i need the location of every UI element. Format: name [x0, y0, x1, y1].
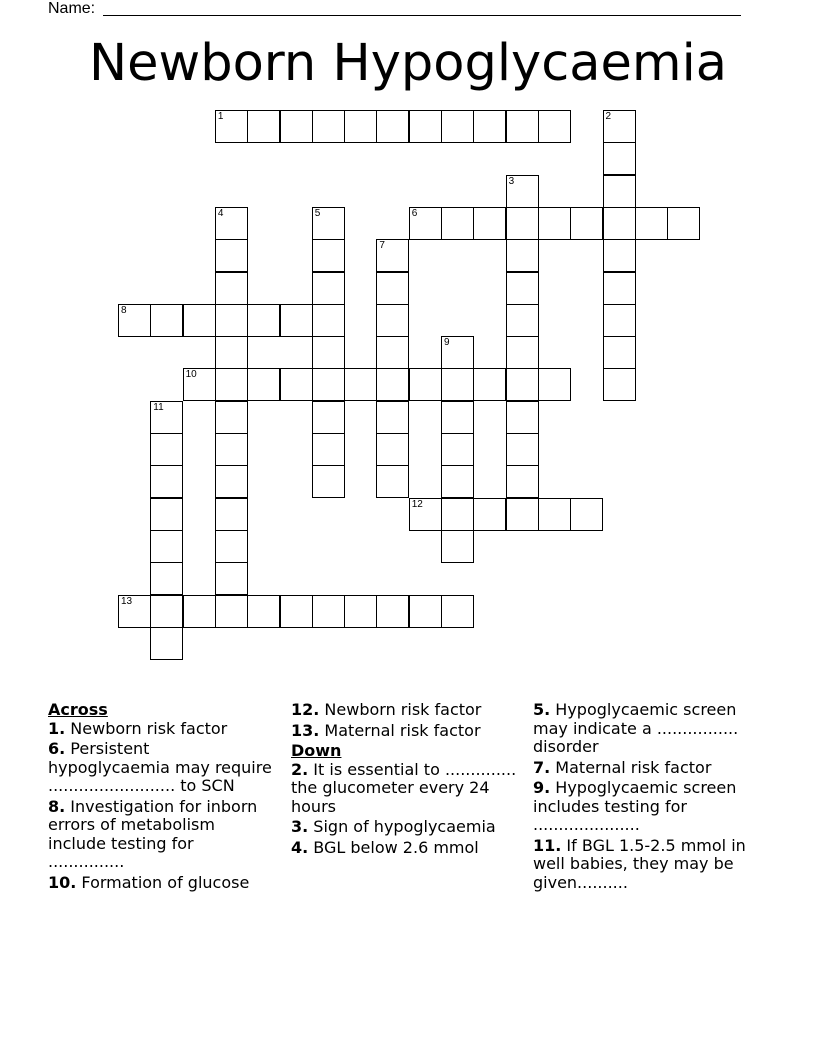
clue-text: Hypoglycaemic screen includes testing for .....................: [533, 778, 737, 834]
grid-cell[interactable]: [215, 272, 248, 305]
grid-cell[interactable]: [150, 465, 183, 498]
grid-cell[interactable]: [603, 272, 636, 305]
grid-cell[interactable]: [215, 207, 248, 240]
grid-cell[interactable]: [376, 304, 409, 337]
grid-cell[interactable]: [312, 207, 345, 240]
clue-down-5: [533, 701, 765, 757]
clue-number: 1.: [48, 718, 66, 738]
grid-cell[interactable]: [441, 465, 474, 498]
grid-cell[interactable]: [506, 433, 539, 466]
grid-cell[interactable]: [635, 207, 668, 240]
grid-cell[interactable]: [312, 272, 345, 305]
grid-cell[interactable]: [247, 304, 280, 337]
grid-cell[interactable]: [603, 142, 636, 175]
grid-cell[interactable]: [441, 595, 474, 628]
clue-across-10: [48, 874, 274, 893]
grid-cell[interactable]: [441, 336, 474, 369]
grid-cell[interactable]: [376, 401, 409, 434]
grid-cell[interactable]: [603, 336, 636, 369]
clue-down-3: [291, 818, 523, 837]
clue-text: Formation of glucose: [76, 872, 250, 892]
grid-cell[interactable]: [183, 595, 216, 628]
grid-cell[interactable]: [312, 465, 345, 498]
clue-down-9: [533, 779, 765, 835]
clue-across-13: [291, 722, 523, 741]
grid-cell[interactable]: [183, 304, 216, 337]
grid-cell[interactable]: [280, 595, 313, 628]
grid-cell[interactable]: [376, 239, 409, 272]
grid-cell[interactable]: [538, 498, 571, 531]
grid-cell[interactable]: [344, 110, 377, 143]
grid-cell[interactable]: [570, 207, 603, 240]
grid-cell[interactable]: [280, 304, 313, 337]
grid-cell[interactable]: [506, 336, 539, 369]
grid-cell[interactable]: [603, 239, 636, 272]
grid-cell[interactable]: [409, 368, 442, 401]
grid-cell[interactable]: [667, 207, 700, 240]
clues-column-2: [291, 701, 523, 859]
grid-cell[interactable]: [376, 272, 409, 305]
clue-down-11: [533, 837, 765, 893]
grid-cell[interactable]: [280, 110, 313, 143]
clue-number: 8.: [48, 796, 66, 816]
grid-cell[interactable]: [506, 304, 539, 337]
grid-cell[interactable]: [441, 433, 474, 466]
clue-number-label: 9: [444, 337, 450, 349]
grid-cell[interactable]: [603, 304, 636, 337]
clue-number-label: 12: [411, 498, 423, 510]
grid-cell[interactable]: [215, 465, 248, 498]
grid-cell[interactable]: [409, 595, 442, 628]
grid-cell[interactable]: [376, 336, 409, 369]
grid-cell[interactable]: [215, 401, 248, 434]
clue-down-7: [533, 759, 765, 778]
clue-down-4: [291, 839, 523, 858]
grid-cell[interactable]: [280, 368, 313, 401]
name-label: Name:: [48, 0, 96, 17]
clue-down-2: [291, 761, 523, 817]
grid-cell[interactable]: [312, 110, 345, 143]
grid-cell[interactable]: [312, 304, 345, 337]
grid-cell[interactable]: [312, 595, 345, 628]
grid-cell[interactable]: [538, 368, 571, 401]
clue-across-8: [48, 798, 274, 872]
grid-cell[interactable]: [247, 110, 280, 143]
grid-cell[interactable]: [312, 368, 345, 401]
puzzle-title: Newborn Hypoglycaemia: [88, 34, 728, 93]
clue-number-label: 10: [185, 369, 197, 381]
grid-cell[interactable]: [570, 498, 603, 531]
clue-across-12: [291, 701, 523, 720]
down-heading: Down: [291, 741, 342, 760]
grid-cell[interactable]: [506, 498, 539, 531]
grid-cell[interactable]: [506, 465, 539, 498]
clue-number: 7.: [533, 757, 551, 777]
clue-number: 4.: [291, 837, 309, 857]
grid-cell[interactable]: [506, 110, 539, 143]
grid-cell[interactable]: [376, 433, 409, 466]
clue-number-label: 13: [121, 595, 133, 607]
grid-cell[interactable]: [506, 401, 539, 434]
clue-number-label: 3: [508, 175, 515, 187]
grid-cell[interactable]: [441, 530, 474, 563]
grid-cell[interactable]: [473, 368, 506, 401]
clues-column-3: [533, 701, 765, 894]
grid-cell[interactable]: [215, 530, 248, 563]
grid-cell[interactable]: [473, 207, 506, 240]
grid-cell[interactable]: [312, 433, 345, 466]
grid-cell[interactable]: [183, 368, 216, 401]
grid-cell[interactable]: [473, 498, 506, 531]
clue-text: It is essential to .............. the glucometer every 24 hours: [291, 759, 517, 816]
grid-cell[interactable]: [409, 207, 442, 240]
grid-cell[interactable]: [215, 368, 248, 401]
grid-cell[interactable]: [506, 207, 539, 240]
grid-cell[interactable]: [506, 239, 539, 272]
clue-text: Maternal risk factor: [319, 720, 481, 740]
grid-cell[interactable]: [215, 110, 248, 143]
clue-text: BGL below 2.6 mmol: [308, 837, 479, 857]
clue-number: 12.: [291, 700, 320, 719]
across-heading: Across: [48, 700, 108, 719]
clue-number-label: 8: [121, 304, 127, 316]
grid-cell[interactable]: [215, 562, 248, 595]
grid-cell[interactable]: [150, 498, 183, 531]
clue-text: Newborn risk factor: [319, 700, 482, 719]
grid-cell[interactable]: [441, 401, 474, 434]
clue-number: 6.: [48, 739, 66, 758]
clue-number: 5.: [533, 700, 551, 719]
grid-cell[interactable]: [441, 110, 474, 143]
grid-cell[interactable]: [118, 304, 151, 337]
grid-cell[interactable]: [506, 272, 539, 305]
clue-number-label: 7: [379, 240, 385, 252]
grid-cell[interactable]: [538, 110, 571, 143]
clue-text: Maternal risk factor: [550, 757, 712, 777]
grid-cell[interactable]: [215, 336, 248, 369]
grid-cell[interactable]: [150, 304, 183, 337]
grid-cell[interactable]: [150, 627, 183, 660]
clue-text: Hypoglycaemic screen may indicate a ................ disorder: [533, 700, 739, 756]
grid-cell[interactable]: [215, 239, 248, 272]
clue-across-6: [48, 740, 274, 796]
clue-number-label: 4: [217, 207, 224, 219]
grid-cell[interactable]: [344, 595, 377, 628]
grid-cell[interactable]: [312, 336, 345, 369]
grid-cell[interactable]: [603, 110, 636, 143]
clue-across-1: [48, 720, 274, 739]
grid-cell[interactable]: [344, 368, 377, 401]
grid-cell[interactable]: [150, 562, 183, 595]
grid-cell[interactable]: [215, 433, 248, 466]
clue-number: 2.: [291, 759, 309, 779]
clue-text: Persistent hypoglycaemia may require ......................... to SCN: [48, 739, 272, 795]
grid-cell[interactable]: [247, 368, 280, 401]
grid-cell[interactable]: [215, 498, 248, 531]
grid-cell[interactable]: [376, 368, 409, 401]
grid-cell[interactable]: [376, 465, 409, 498]
grid-cell[interactable]: [312, 239, 345, 272]
grid-cell[interactable]: [409, 498, 442, 531]
grid-cell[interactable]: [603, 207, 636, 240]
grid-cell[interactable]: [538, 207, 571, 240]
clues-column-1: [48, 701, 274, 894]
grid-cell[interactable]: [473, 110, 506, 143]
grid-cell[interactable]: [215, 595, 248, 628]
clue-text: If BGL 1.5-2.5 mmol in well babies, they may be given..........: [533, 835, 746, 892]
grid-cell[interactable]: [376, 595, 409, 628]
clue-number-label: 5: [314, 207, 321, 219]
grid-cell[interactable]: [150, 433, 183, 466]
grid-cell[interactable]: [409, 110, 442, 143]
grid-cell[interactable]: [118, 595, 151, 628]
grid-cell[interactable]: [441, 368, 474, 401]
grid-cell[interactable]: [150, 401, 183, 434]
clue-number: 9.: [533, 778, 551, 797]
grid-cell[interactable]: [506, 175, 539, 208]
grid-cell[interactable]: [441, 498, 474, 531]
clue-text: Investigation for inborn errors of metabolism include testing for ...............: [48, 796, 258, 871]
grid-cell[interactable]: [247, 595, 280, 628]
clue-text: Newborn risk factor: [65, 718, 228, 738]
grid-cell[interactable]: [215, 304, 248, 337]
clue-number: 3.: [291, 817, 309, 836]
clue-number: 11.: [533, 835, 562, 855]
clue-number-label: 2: [605, 111, 612, 122]
grid-cell[interactable]: [150, 530, 183, 563]
grid-cell[interactable]: [506, 368, 539, 401]
grid-cell[interactable]: [312, 401, 345, 434]
grid-cell[interactable]: [150, 595, 183, 628]
clue-number: 13.: [291, 720, 320, 740]
clue-text: Sign of hypoglycaemia: [308, 817, 496, 836]
clue-number-label: 1: [217, 111, 224, 122]
clue-number-label: 11: [153, 401, 164, 413]
grid-cell[interactable]: [603, 368, 636, 401]
clue-number: 10.: [48, 872, 77, 892]
grid-cell[interactable]: [441, 207, 474, 240]
grid-cell[interactable]: [603, 175, 636, 208]
clue-number-label: 6: [411, 207, 418, 219]
grid-cell[interactable]: [376, 110, 409, 143]
